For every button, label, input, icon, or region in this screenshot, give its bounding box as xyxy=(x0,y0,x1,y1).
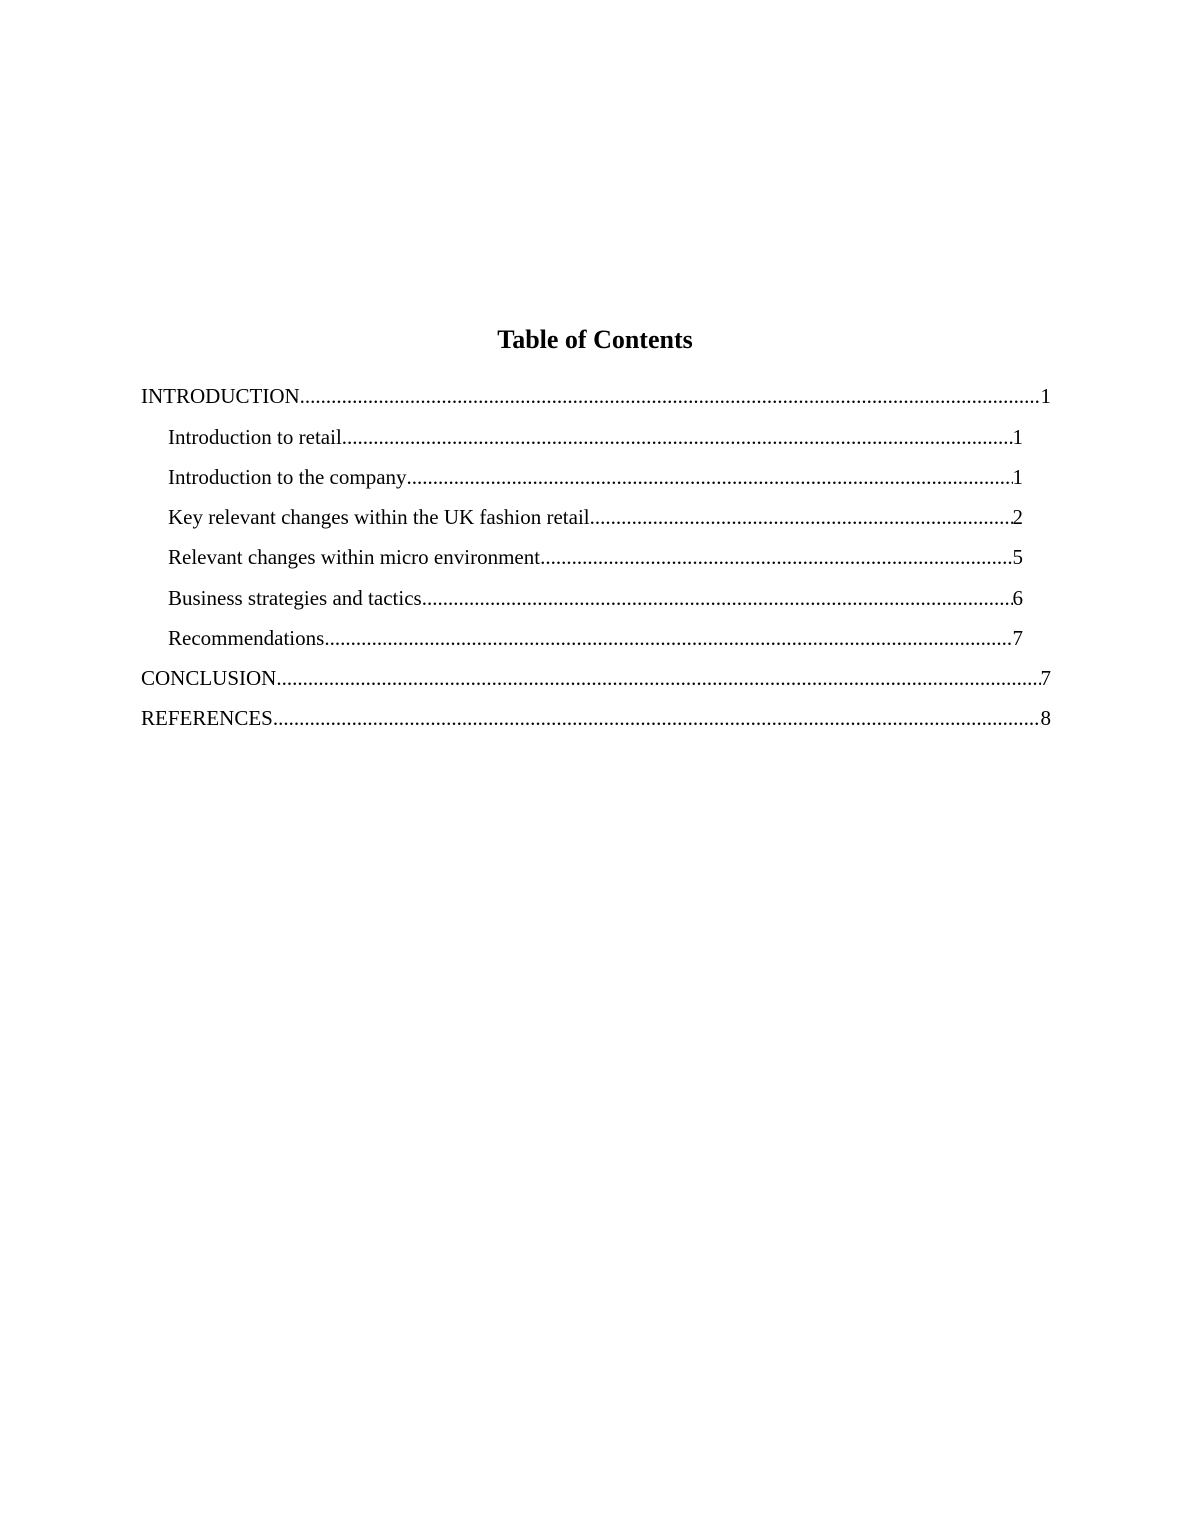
toc-dot-leader xyxy=(422,582,1013,614)
toc-page-number: 1 xyxy=(1012,465,1023,489)
toc-entry-recommendations[interactable] xyxy=(168,622,1023,654)
toc-entry-key-relevant-changes[interactable] xyxy=(168,501,1023,533)
toc-dot-leader xyxy=(276,662,1040,694)
toc-dot-leader xyxy=(590,501,1013,533)
toc-entry-business-strategies[interactable] xyxy=(168,582,1023,614)
toc-entry-conclusion[interactable] xyxy=(141,662,1051,694)
toc-entry-text: Introduction to retail. xyxy=(168,425,348,449)
toc-entry-introduction-to-the-company[interactable] xyxy=(168,461,1023,493)
toc-entry-micro-environment[interactable] xyxy=(168,541,1023,573)
toc-title: Table of Contents xyxy=(497,325,693,354)
toc-page-number: 6 xyxy=(1012,586,1023,610)
toc-page-number: 1 xyxy=(1012,425,1023,449)
toc-entry-text: Introduction to the company xyxy=(168,465,407,489)
toc-entry-text: Key relevant changes within the UK fashion retail xyxy=(168,505,590,529)
toc-entry-introduction-to-retail[interactable] xyxy=(168,421,1023,453)
toc-page-number: 2 xyxy=(1012,505,1023,529)
toc-entry-text: Relevant changes within micro environment xyxy=(168,545,541,569)
toc-entry-text: Recommendations xyxy=(168,626,325,650)
toc-dot-leader xyxy=(347,421,1012,453)
toc-entry-references[interactable] xyxy=(141,702,1051,734)
toc-entry-text: Business strategies and tactics xyxy=(168,586,422,610)
toc-dot-leader xyxy=(407,461,1013,493)
toc-entry-introduction[interactable] xyxy=(141,380,1051,412)
toc-dot-leader xyxy=(273,702,1041,734)
toc-entry-text: INTRODUCTION xyxy=(141,384,300,408)
toc-page-number: 7 xyxy=(1012,626,1023,650)
toc-page-number: 1 xyxy=(1040,384,1051,408)
toc-dot-leader xyxy=(540,541,1012,573)
toc-page-number: 5 xyxy=(1012,545,1023,569)
toc-dot-leader xyxy=(300,380,1041,412)
toc-entry-text: REFERENCES xyxy=(141,706,273,730)
toc-page-number: 8 xyxy=(1040,706,1051,730)
toc-page-number: 7 xyxy=(1040,666,1051,690)
toc-dot-leader xyxy=(324,622,1012,654)
toc-entry-text: CONCLUSION xyxy=(141,666,277,690)
